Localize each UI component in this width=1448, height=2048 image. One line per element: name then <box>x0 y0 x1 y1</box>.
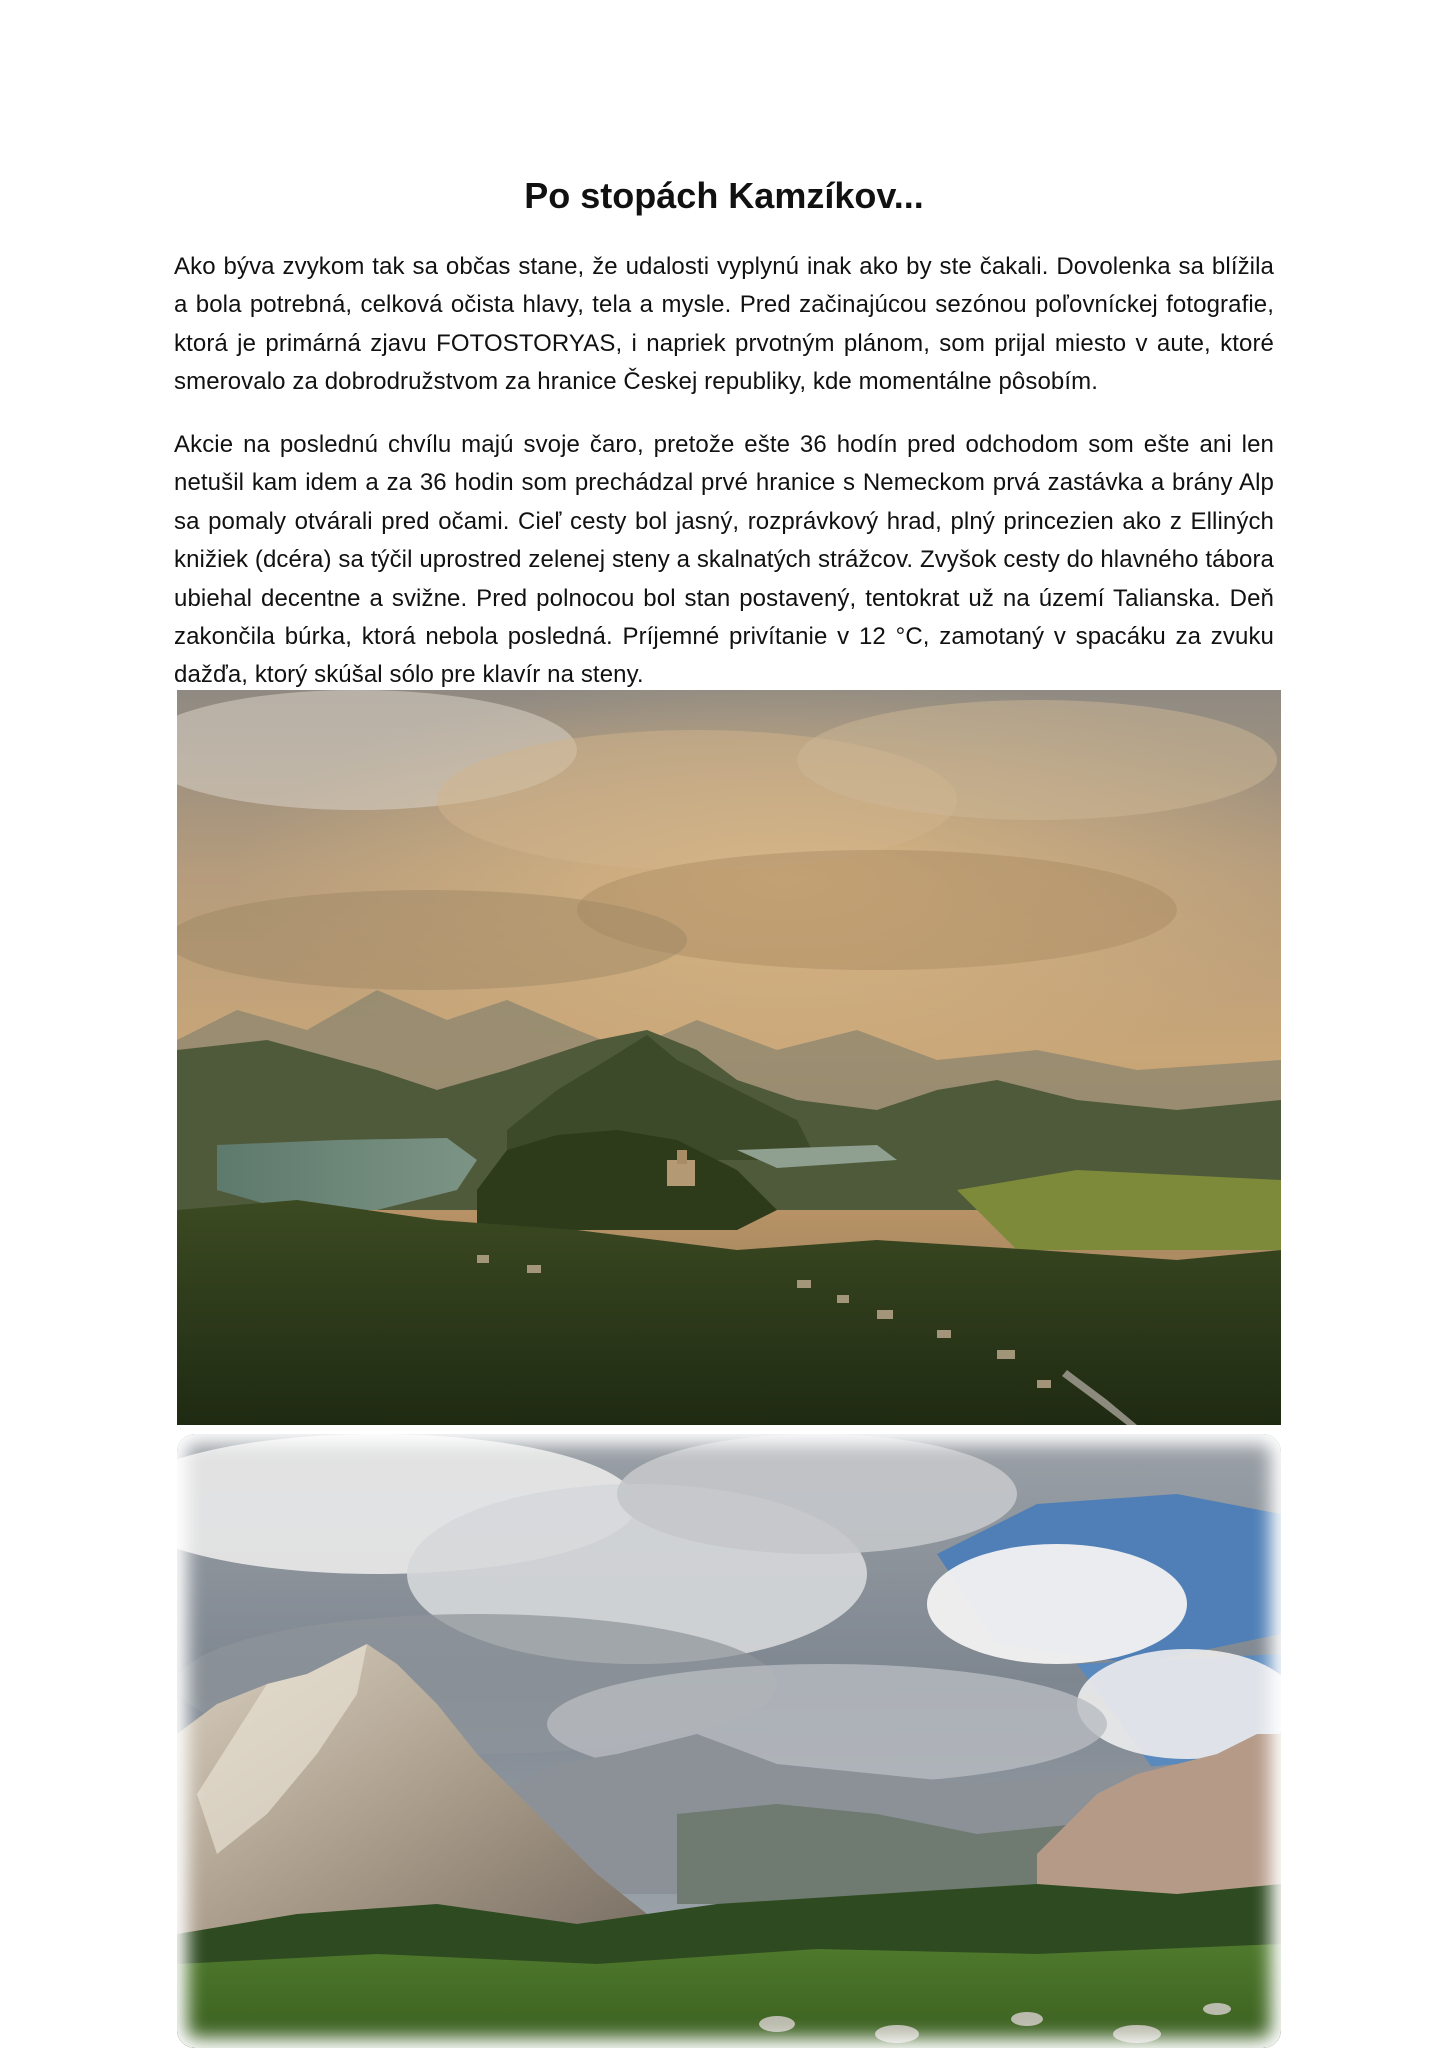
photo-alpine-valley-lake <box>177 690 1281 1425</box>
paragraph-journey: Akcie na poslednú chvílu majú svoje čaro, pretože ešte 36 hodín pred odchodom som ešte ani len netušil kam idem a za 36 hodin som prechádzal prvé hranice s Nemeckom prvá zastávka a brány Alp sa pomaly otvárali pred očami. Cieľ cesty bol jasný, rozprávkový hrad, plný princezien ako z Elliných knižiek (dcéra) sa týčil uprostred zelenej steny a skalnatých strážcov. Zvyšok cesty do hlavného tábora ubiehal decentne a svižne. Pred polnocou bol stan postavený, tentokrat už na území Talianska. Deň zakončila búrka, ktorá nebola posledná. Príjemné privítanie v 12 °C, zamotaný v spacáku za zvuku dažďa, ktorý skúšal sólo pre klavír na steny. <box>174 431 1274 689</box>
paragraph-intro: Ako býva zvykom tak sa občas stane, že udalosti vyplynú inak ako by ste čakali. Dovolenka sa blížila a bola potrebná, celková očista hlavy, tela a mysle. Pred začinajúcou sezónou poľovníckej fotografie, ktorá je primárná zjavu FOTOSTORYAS, i napriek prvotným plánom, som prijal miesto v aute, ktoré smerovalo za dobrodružstvom za hranice Českej republiky, kde momentálne pôsobím. <box>174 253 1274 396</box>
photo-dolomite-peaks <box>177 1434 1281 2048</box>
document-title: Po stopách Kamzíkov... <box>524 175 924 216</box>
